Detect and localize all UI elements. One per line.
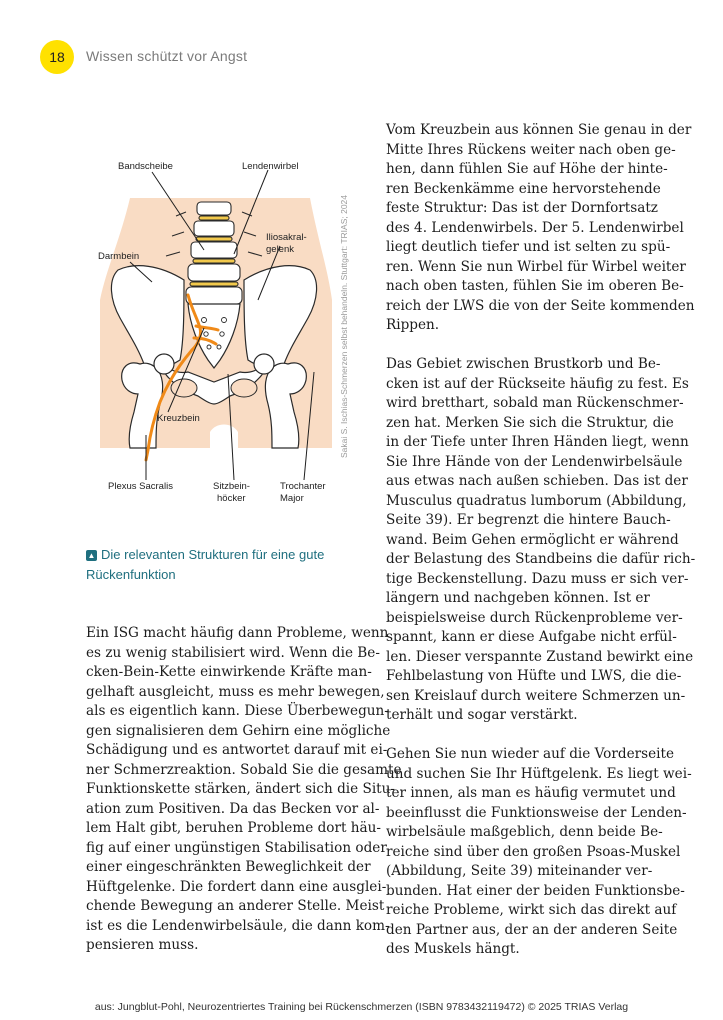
label-plexus: Plexus Sacralis [108,481,173,492]
text-line: reiche Probleme, wirkt sich das direkt auf [386,902,677,918]
text-line: Rippen. [386,317,440,333]
text-line: ner Schmerzreaktion. Sobald Sie die gesamte [86,761,402,778]
label-trochanter-2: Major [280,493,304,504]
page-number-badge [40,40,74,74]
text-line: Funktionskette stärken, ändert sich die Situ- [86,781,395,797]
text-line: längern und nachgeben können. Ist er [386,590,650,606]
page-footer: aus: Jungblut-Pohl, Neurozentriertes Training bei Rückenschmerzen (ISBN 9783432119472) © 2025 TRIAS Verlag [94,1001,629,1013]
text-line: gelhaft ausgleicht, muss es mehr bewegen, [86,683,385,700]
text-line: des Muskels hängt. [386,941,520,957]
text-line: Das Gebiet zwischen Brustkorb und Be- [386,356,661,372]
label-iliosakral-1: Iliosakral- [266,232,307,243]
text-line: pensieren muss. [86,937,199,953]
text-line: reiche sind über den großen Psoas-Muskel [386,843,681,860]
text-line: Seite 39). Er begrenzt die hintere Bauch- [386,512,671,528]
text-line: ren Beckenkämme eine hervorstehende [386,180,661,197]
text-line: hen, dann fühlen Sie auf Höhe der hinte- [386,161,668,177]
text-line: reich der LWS die von der Seite kommenden [386,297,695,314]
text-line: Schädigung und es antwortet darauf mit ei- [86,742,388,758]
text-line: ren. Wenn Sie nun Wirbel für Wirbel weiter [386,258,686,275]
text-line: der Belastung des Standbeins die dafür rich- [386,551,696,567]
text-line: cken ist auf der Rückseite häufig zu fest. Es [386,375,689,392]
figure-caption [86,545,356,585]
pelvis-illustration [80,150,360,520]
text-line: Musculus quadratus lumborum (Abbildung, [386,492,687,509]
text-line: nach oben tasten, fühlen Sie im oberen Be- [386,278,684,294]
anatomy-figure [80,150,360,520]
label-kreuzbein: Kreuzbein [157,413,200,424]
text-line: aus etwas nach außen schieben. Das ist der [386,473,688,489]
image-credit: Sakai S. Ischias-Schmerzen selbst behandeln. Stuttgart: TRIAS; 2024 [339,194,349,458]
text-line: beeinflusst die Funktionsweise der Lenden- [386,804,687,821]
text-line: beispielsweise durch Rückenprobleme ver- [386,609,683,626]
text-line: den Partner aus, der an der anderen Seite [386,921,678,938]
caption-line-2: Rückenfunktion [86,567,176,582]
caption-line-1: ▲ Die relevanten Strukturen für eine gute [87,547,325,562]
text-line: Vom Kreuzbein aus können Sie genau in der [386,122,692,138]
label-bandscheibe: Bandscheibe [118,161,173,172]
text-line: Mitte Ihres Rückens weiter nach oben ge- [386,141,676,158]
text-line: terhält und sogar verstärkt. [386,707,578,723]
text-line: bunden. Hat einer der beiden Funktionsbe- [386,882,685,899]
label-trochanter-1: Trochanter [280,481,326,492]
text-line: cken-Bein-Kette einwirkende Kräfte man- [86,664,372,680]
label-iliosakral-2: gelenk [266,244,294,255]
text-line: chende Bewegung an anderer Stelle. Meist [86,898,385,914]
running-title: Wissen schützt vor Angst [86,48,248,64]
label-darmbein: Darmbein [98,251,140,262]
text-line: Hüftgelenke. Die fordert dann eine ausglei- [86,878,387,895]
text-line: Ein ISG macht häufig dann Probleme, wenn [86,625,389,641]
label-lendenwirbel: Lendenwirbel [242,161,299,172]
text-line: len. Dieser verspannte Zustand bewirkt eine [386,648,694,665]
text-line: wird bretthart, sobald man Rückenschmer- [386,395,684,411]
text-line: lem Halt gibt, beruhen Probleme dort häu- [86,820,381,836]
text-line: fig auf einer ungünstigen Stabilisation oder [86,839,387,856]
text-line: wirbelsäule maßgeblich, denn beide Be- [386,824,663,840]
text-line: tige Beckenstellung. Dazu muss er sich ver- [386,570,689,587]
text-line: ist es die Lendenwirbelsäule, die dann kom- [86,917,390,934]
text-line: des 4. Lendenwirbels. Der 5. Lendenwirbel [386,219,684,236]
page-number: 18 [49,49,65,65]
label-sitzbein-2: höcker [217,493,246,504]
text-line: gen signalisieren dem Gehirn eine mögliche [86,722,391,739]
left-column [86,624,402,956]
text-line: wand. Beim Gehen ermöglicht er während [386,531,679,548]
text-line: Gehen Sie nun wieder auf die Vorderseite [386,746,674,762]
text-line: ation zum Positiven. Da das Becken vor al- [86,800,380,817]
text-line: feste Struktur: Das ist der Dornfortsatz [386,200,658,216]
text-line: sen Kreislauf durch weitere Schmerzen un- [386,687,686,704]
text-line: in der Tiefe unter Ihren Händen liegt, wenn [386,434,689,450]
text-line: (Abbildung, Seite 39) miteinander ver- [386,863,653,879]
text-line: es zu wenig stabilisiert wird. Wenn die Be- [86,644,380,661]
text-line: Fehlbelastung von Hüfte und LWS, die die- [386,668,682,684]
label-sitzbein-1: Sitzbein- [213,481,250,492]
text-line: zen hat. Merken Sie sich die Struktur, die [386,414,674,431]
text-line: und suchen Sie Ihr Hüftgelenk. Es liegt wei- [386,765,692,782]
text-line: Sie Ihre Hände von der Lendenwirbelsäule [386,453,683,470]
text-line: liegt deutlich tiefer und ist selten zu spü- [386,239,671,255]
text-line: spannt, kann er diese Aufgabe nicht erfül- [386,629,677,645]
right-column [386,121,695,960]
text-line: einer eingeschränkten Beweglichkeit der [86,859,371,875]
caption-arrow-icon: ▲ [87,551,96,560]
text-line: ter innen, als man es häufig vermutet und [386,785,676,801]
text-line: als es eigentlich kann. Diese Überbewegun- [86,703,389,719]
